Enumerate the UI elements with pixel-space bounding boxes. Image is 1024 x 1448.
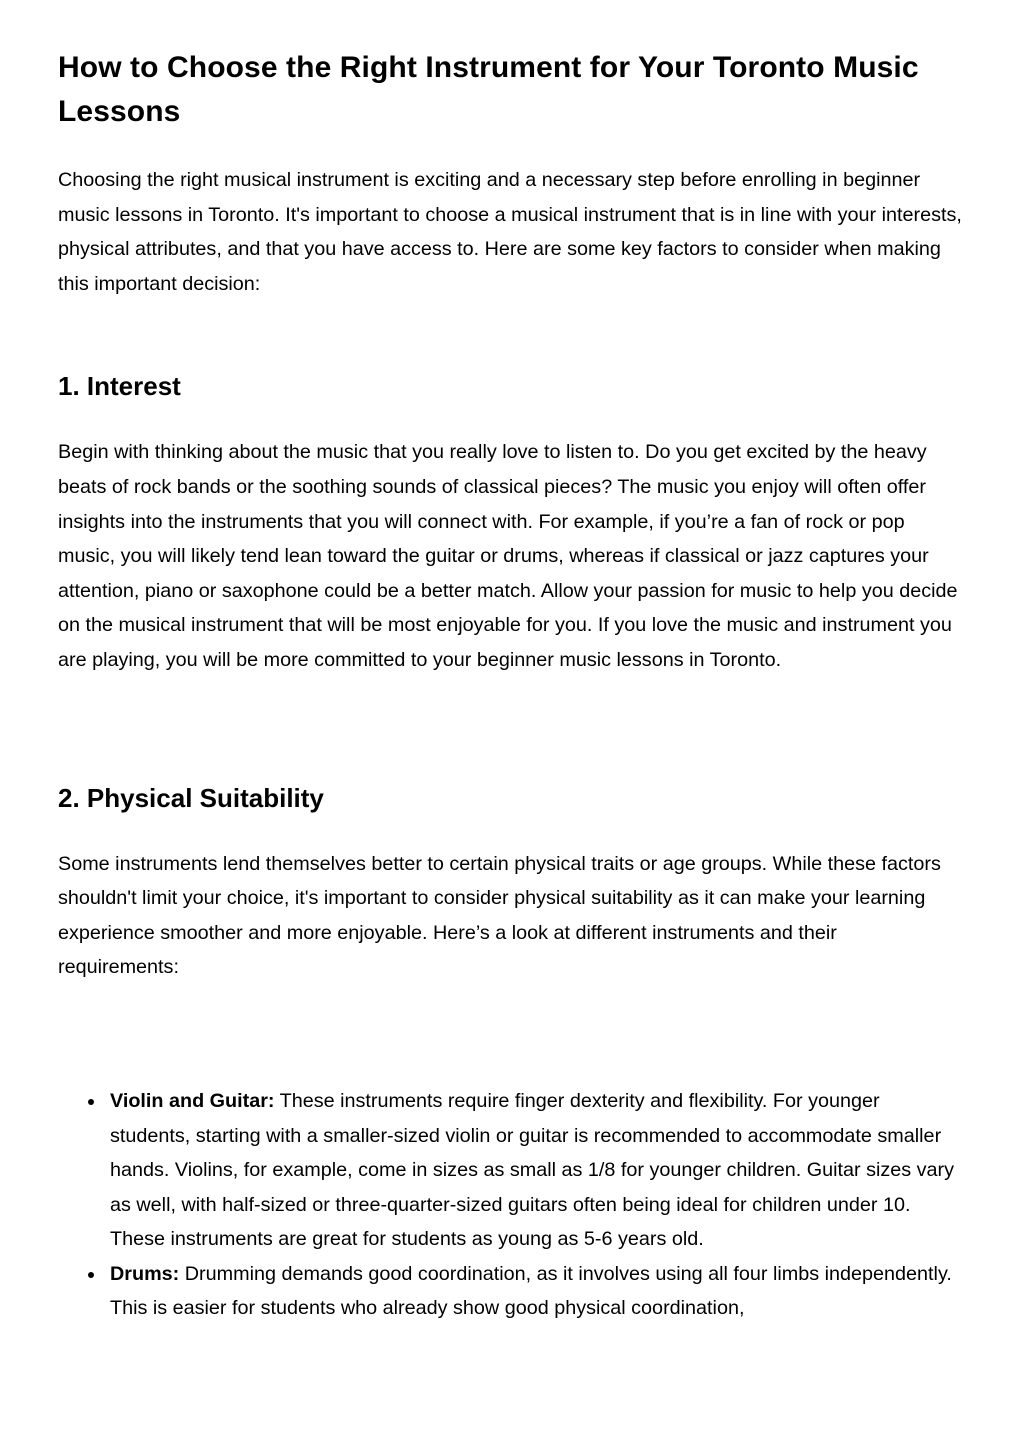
interest-paragraph: Begin with thinking about the music that you really love to listen to. Do you get excited by the heavy beats of rock bands or the soothing sounds of classical pieces? The music you enjoy will often offer insights into the instruments that you will connect with. For example, if you’re a fan of rock or pop music, you will likely tend lean toward the guitar or drums, whereas if classical or jazz captures your attention, piano or saxophone could be a better match. Allow your passion for music to help you decide on the musical instrument that will be most enjoyable for you. If you love the music and instrument you are playing, you will be more committed to your beginner music lessons in Toronto. — [58, 441, 958, 671]
article-title: How to Choose the Right Instrument for Your Toronto Music Lessons — [58, 51, 919, 128]
list-item-drums — [110, 1257, 963, 1326]
list-item-violin-guitar — [110, 1084, 963, 1257]
instrument-requirements-list — [58, 1084, 963, 1326]
intro-paragraph: Choosing the right musical instrument is exciting and a necessary step before enrolling in beginner music lessons in Toronto. It's important to choose a musical instrument that is in line with your interests, physical attributes, and that you have access to. Here are some key factors to consider when making this important decision: — [58, 169, 962, 295]
bullet-icon — [88, 1272, 94, 1278]
list-item-text: Drumming demands good coordination, as it involves using all four limbs independently. This is easier for students who already show good physical coordination, — [110, 1262, 952, 1320]
list-item-term: Violin and Guitar: — [110, 1089, 275, 1112]
list-item-term: Drums: — [110, 1262, 180, 1285]
list-item-text: These instruments require finger dexterity and flexibility. For younger students, starting with a smaller-sized violin or guitar is recommended to accommodate smaller hands. Violins, for example, come in sizes as small as 1/8 for younger children. Guitar sizes vary as well, with half-sized or three-quarter-sized guitars often being ideal for children under 10. These instruments are great for students as young as 5-6 years old. — [110, 1089, 955, 1251]
section-heading-interest: 1. Interest — [58, 371, 181, 402]
physical-suitability-paragraph: Some instruments lend themselves better to certain physical traits or age groups. While these factors shouldn't limit your choice, it's important to consider physical suitability as it can make your learning experience smoother and more enjoyable. Here’s a look at different instruments and their requirements: — [58, 852, 941, 979]
bullet-icon — [88, 1099, 94, 1105]
section-heading-physical-suitability: 2. Physical Suitability — [58, 782, 324, 813]
